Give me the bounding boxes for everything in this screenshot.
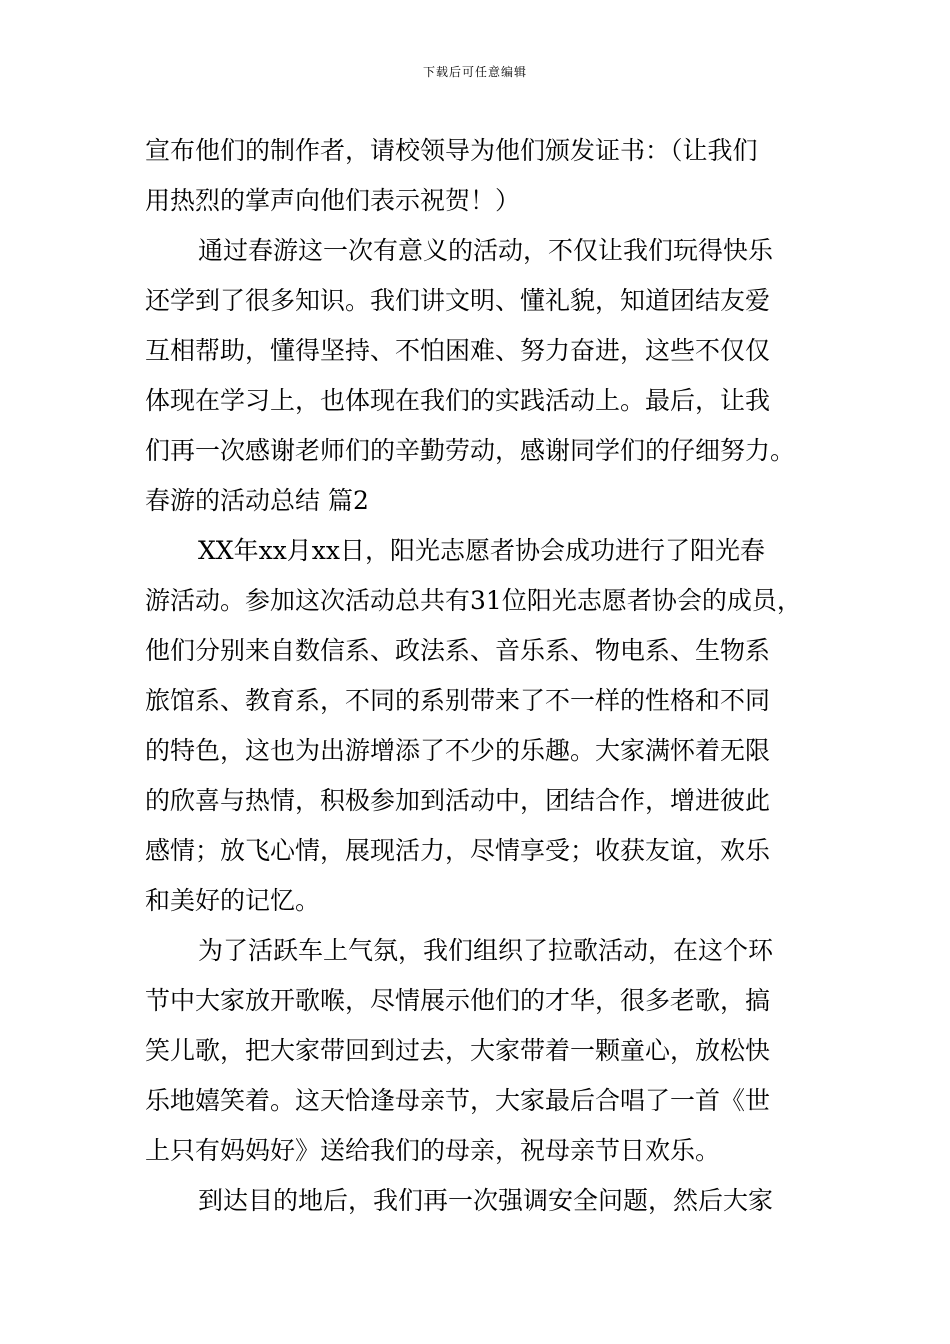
text-line: XX年xx月xx日，阳光志愿者协会成功进行了阳光春 [198, 536, 765, 565]
text-line: 为了活跃车上气氛，我们组织了拉歌活动，在这个环 [198, 936, 774, 965]
text-line: 和美好的记忆。 [145, 886, 321, 915]
text-line: 体现在学习上，也体现在我们的实践活动上。最后，让我 [145, 386, 771, 415]
text-line: 感情；放飞心情，展现活力，尽情享受；收获友谊，欢乐 [145, 836, 771, 865]
text-line: 用热烈的掌声向他们表示祝贺！） [145, 186, 521, 215]
text-line: 宣布他们的制作者，请校领导为他们颁发证书：（让我们 [145, 136, 758, 165]
page-header: 下载后可任意编辑 [422, 65, 527, 79]
text-line: 到达目的地后，我们再一次强调安全问题，然后大家 [198, 1186, 774, 1215]
text-line: 旅馆系、教育系，不同的系别带来了不一样的性格和不同 [145, 686, 771, 715]
section-heading: 春游的活动总结 篇2 [145, 486, 369, 515]
text-line: 节中大家放开歌喉，尽情展示他们的才华，很多老歌，搞 [145, 986, 771, 1015]
text-line: 笑儿歌，把大家带回到过去，大家带着一颗童心，放松快 [145, 1036, 771, 1065]
text-line: 通过春游这一次有意义的活动，不仅让我们玩得快乐 [198, 236, 774, 265]
text-line: 的欣喜与热情，积极参加到活动中，团结合作，增进彼此 [145, 786, 771, 815]
text-line: 还学到了很多知识。我们讲文明、懂礼貌，知道团结友爱 [145, 286, 771, 315]
text-line: 上只有妈妈好》送给我们的母亲，祝母亲节日欢乐。 [145, 1136, 721, 1165]
document-body [145, 126, 810, 1226]
text-line: 们再一次感谢老师们的辛勤劳动，感谢同学们的仔细努力。 [145, 436, 796, 465]
text-line: 互相帮助，懂得坚持、不怕困难、努力奋进，这些不仅仅 [145, 336, 771, 365]
text-line: 游活动。参加这次活动总共有31位阳光志愿者协会的成员， [145, 586, 802, 615]
text-line: 的特色，这也为出游增添了不少的乐趣。大家满怀着无限 [145, 736, 771, 765]
text-line: 乐地嬉笑着。这天恰逢母亲节，大家最后合唱了一首《世 [145, 1086, 771, 1115]
text-line: 他们分别来自数信系、政法系、音乐系、物电系、生物系 [145, 636, 771, 665]
